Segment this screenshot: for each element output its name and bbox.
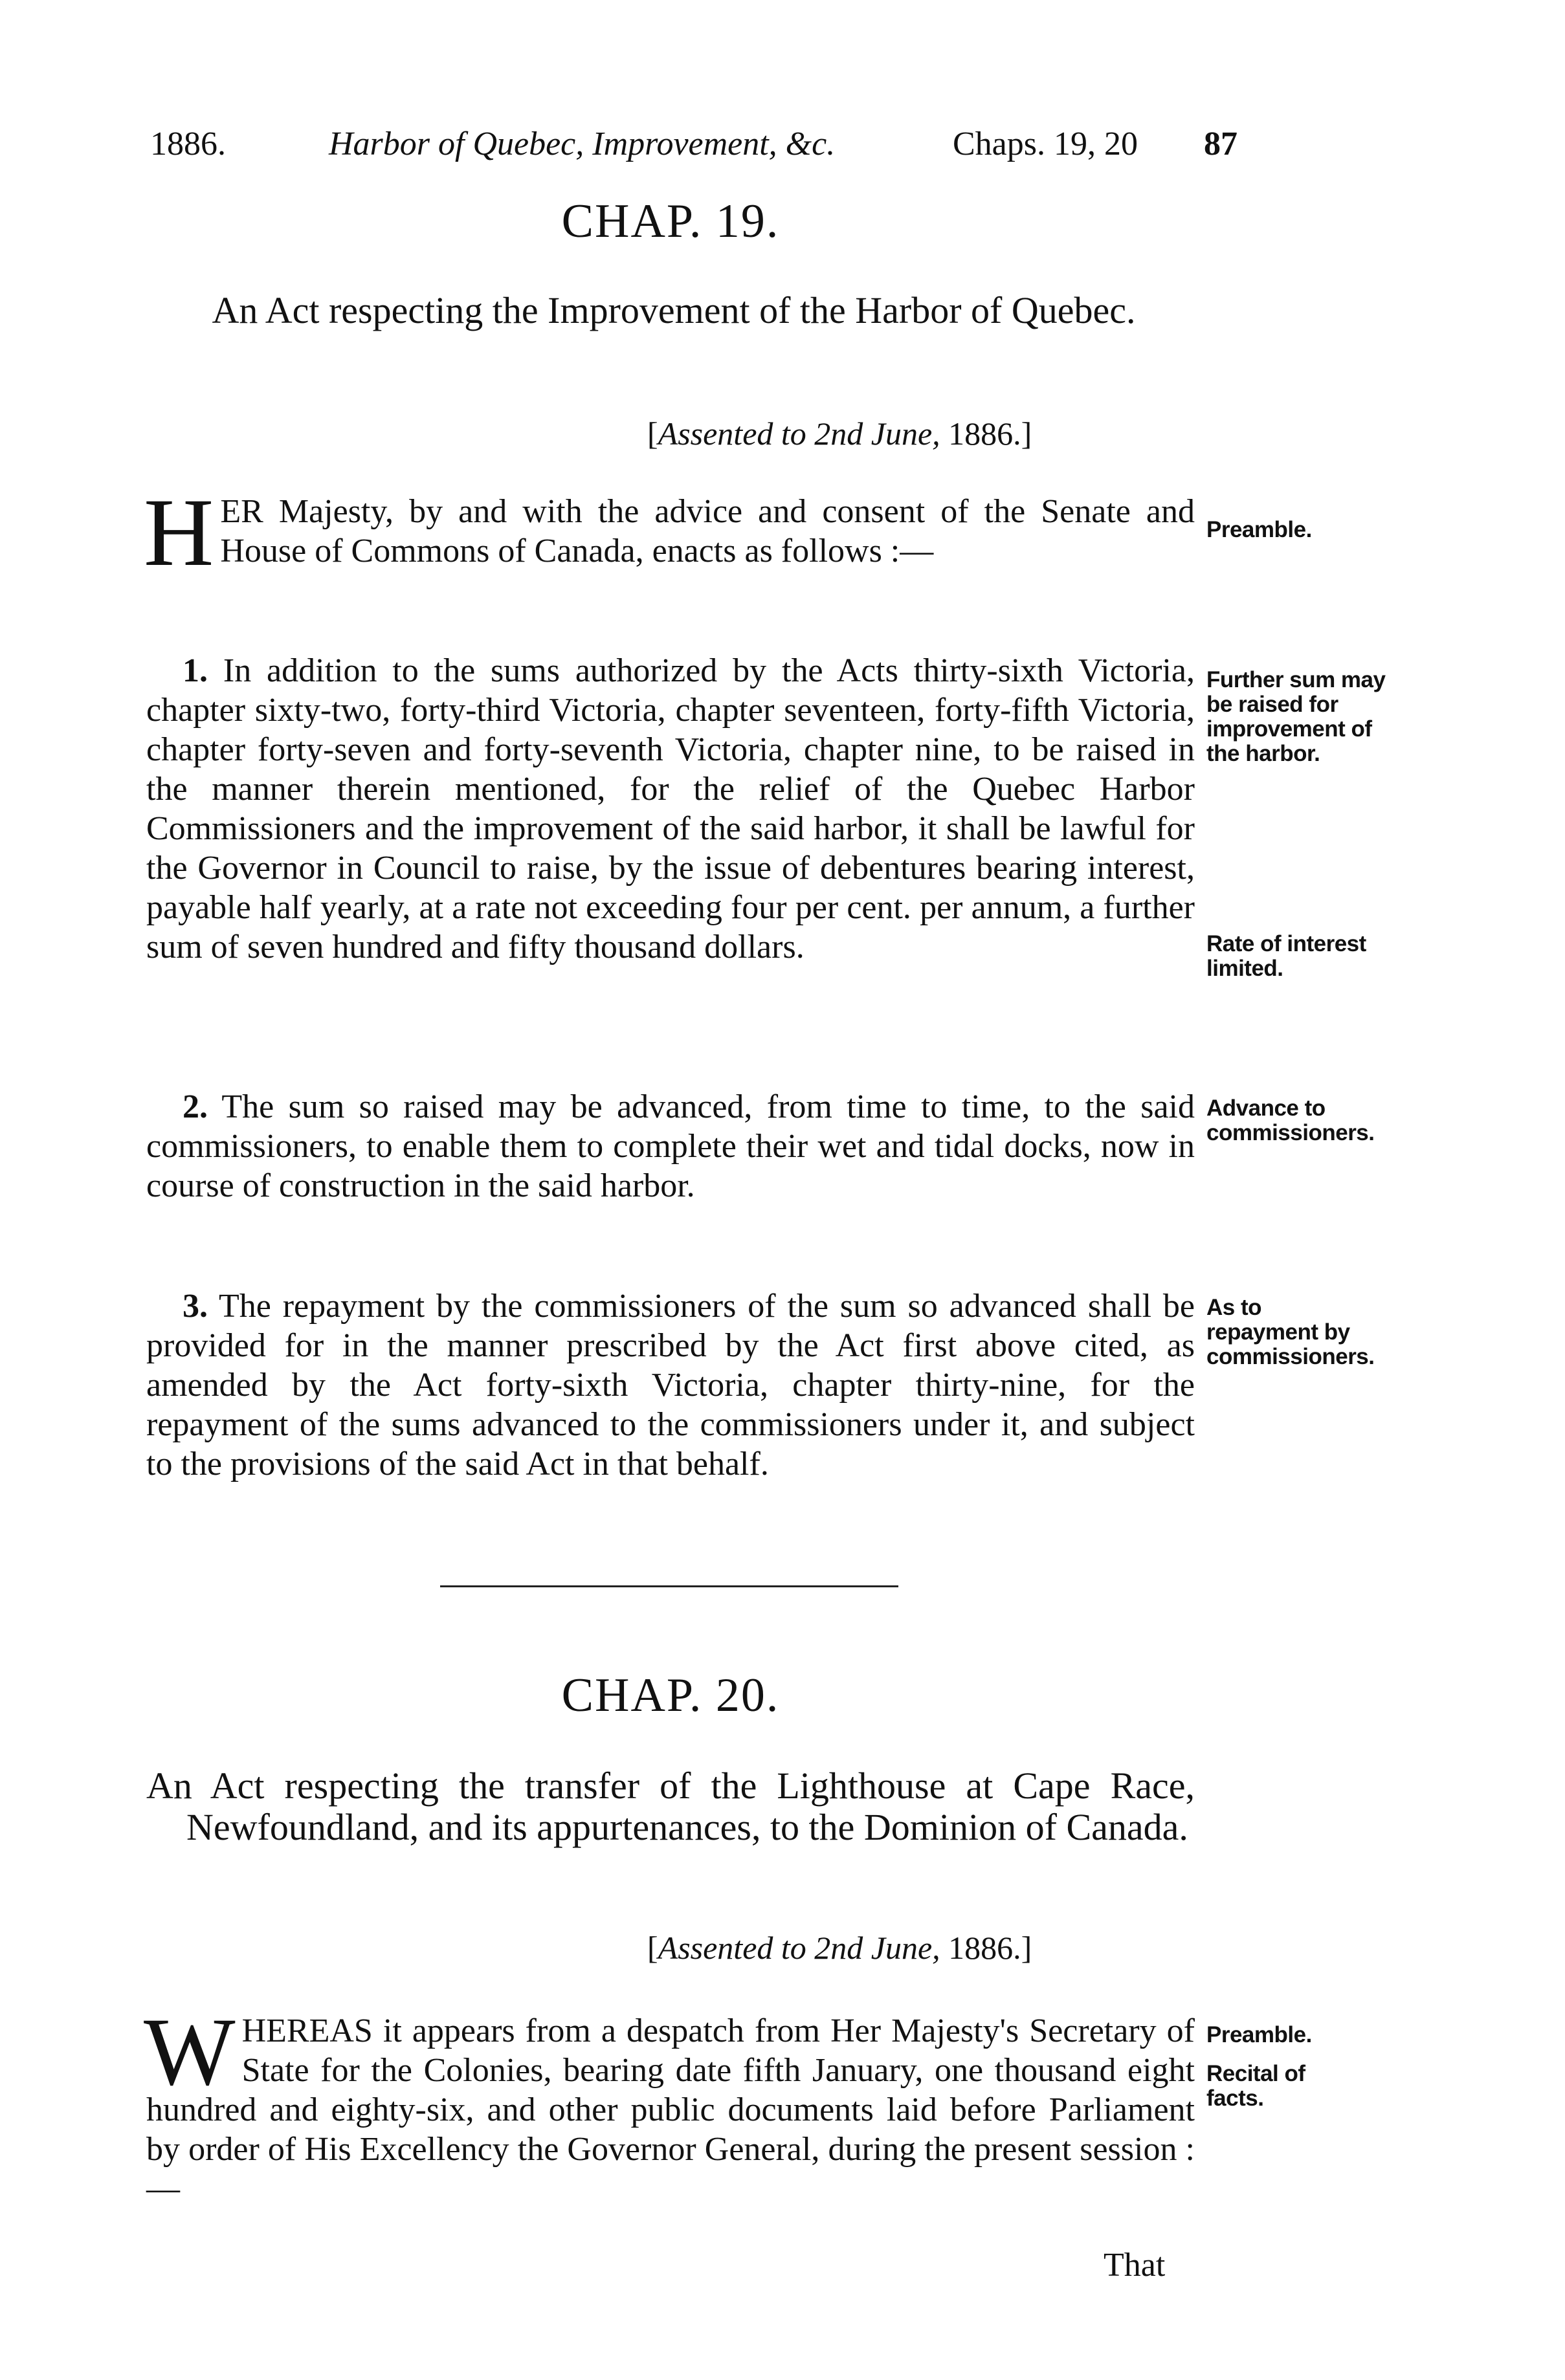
assent-year: 1886. [948, 415, 1021, 452]
section-1-text: In addition to the sums authorized by the Acts thirty-sixth Victoria, chapter sixty-two, forty-third Victoria, chapter seventeen, forty-fifth Victoria, chapter forty-seven and forty-seventh Victoria, chapter nine, to be raised in the manner therein mentioned, for the relief of the Quebec Harbor Commissioners and the improvement of the said harbor, it shall be lawful for the Governor in Council to raise, by the issue of debentures bearing interest, payable half yearly, at a rate not exceeding four per cent. per annum, a further sum of seven hundred and fifty thousand dollars. [146, 652, 1195, 965]
margin-note-rate-of-interest: Rate of interest limited. [1206, 931, 1366, 981]
margin-note-advance: Advance to commissioners. [1206, 1096, 1375, 1145]
header-year: 1886. [150, 126, 226, 162]
section-2-number: 2. [183, 1088, 208, 1125]
section-3 [146, 1286, 1195, 1484]
header-title: Harbor of Quebec, Improvement, &c. [329, 126, 836, 162]
margin-note-repayment: As to repayment by commissioners. [1206, 1295, 1375, 1369]
preamble-dropcap: W [144, 1998, 236, 2106]
margin-note-further-sum: Further sum may be raised for improvement of the harbor. [1206, 667, 1386, 766]
preamble-dropcap: H [144, 479, 214, 586]
section-2-text: The sum so raised may be advanced, from time to time, to the said commissioners, to enable them to complete their wet and tidal docks, now in course of construction in the said harbor. [146, 1088, 1195, 1204]
assent-label: Assented to 2nd June, [658, 1930, 940, 1966]
margin-note-recital: Recital of facts. [1206, 2061, 1305, 2111]
chapter-19-assent: [Assented to 2nd June, 1886.] [647, 415, 1032, 452]
section-3-text: The repayment by the commissioners of the sum so advanced shall be provided for in the manner prescribed by the Act first above cited, as amended by the Act forty-sixth Victoria, chapter thirty-nine, for the repayment of the sums advanced to the commissioners under it, and subject to the provisions of the said Act in that behalf. [146, 1288, 1195, 1482]
chapter-20-assent: [Assented to 2nd June, 1886.] [647, 1930, 1032, 1966]
header-chapters: Chaps. 19, 20 [953, 126, 1138, 162]
page-number: 87 [1204, 126, 1238, 162]
catchword: That [1104, 2247, 1166, 2284]
section-1-number: 1. [183, 652, 208, 689]
section-1 [146, 651, 1195, 967]
chapter-20-title: An Act respecting the transfer of the Lighthouse at Cape Race, Newfoundland, and its appurtenances, to the Dominion of Canada. [146, 1765, 1195, 1848]
chapter-20-heading: CHAP. 20. [561, 1669, 780, 1722]
preamble-text: ER Majesty, by and with the advice and consent of the Senate and House of Commons of Canada, enacts as follows :— [220, 493, 1195, 569]
preamble-text: HEREAS it appears from a despatch from Her Majesty's Secretary of State for the Colonies, bearing date fifth January, one thousand eight hundred and eighty-six, and other public documents laid before Parliament by order of His Excellency the Governor General, during the present session :— [146, 2012, 1195, 2207]
running-header [150, 122, 1238, 167]
margin-note-preamble-20: Preamble. [1206, 2022, 1312, 2047]
section-2 [146, 1087, 1195, 1206]
assent-label: Assented to 2nd June, [658, 415, 940, 452]
assent-year: 1886. [948, 1930, 1021, 1966]
chapter-20-preamble [144, 1998, 1195, 2209]
section-3-number: 3. [183, 1288, 208, 1325]
chapter-19-heading: CHAP. 19. [561, 195, 780, 248]
chapter-separator-rule [440, 1585, 898, 1587]
chapter-19-title: An Act respecting the Improvement of the Harbor of Quebec. [212, 289, 1136, 331]
chapter-19-preamble [144, 479, 1195, 586]
margin-note-preamble: Preamble. [1206, 517, 1312, 542]
